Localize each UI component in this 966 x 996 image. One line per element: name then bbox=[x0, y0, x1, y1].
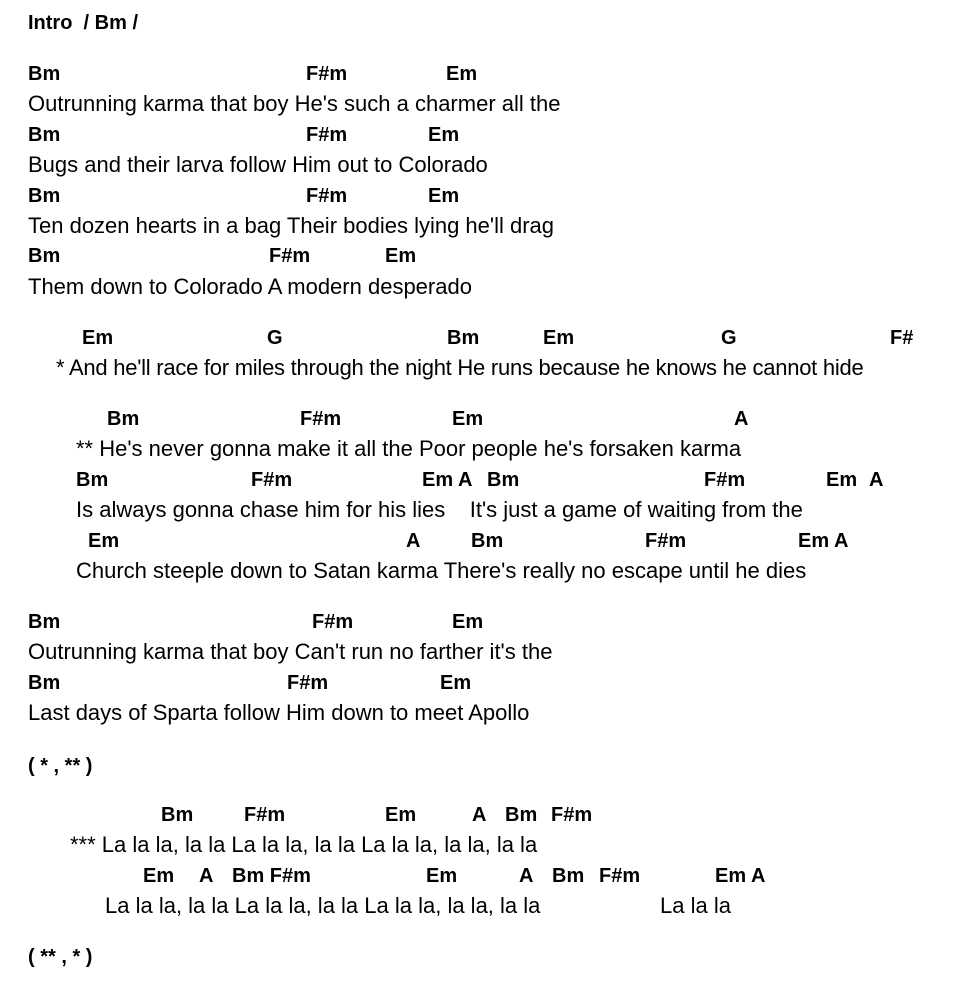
chord: Em bbox=[88, 530, 120, 552]
chord: Em bbox=[426, 865, 458, 887]
chord: F#m bbox=[251, 469, 293, 491]
chord: Em bbox=[452, 408, 484, 430]
lyric-line: La la la, la la La la la, la la La la la, la la, la la bbox=[105, 893, 541, 918]
chord: A bbox=[734, 408, 749, 430]
chord: A bbox=[869, 469, 884, 491]
chord: Bm bbox=[28, 185, 61, 207]
repeat-note: ( * , ** ) bbox=[28, 755, 93, 777]
chord: Em bbox=[543, 327, 575, 349]
lyric-line: ** He's never gonna make it all the Poor people he's forsaken karma bbox=[76, 436, 742, 461]
chord: F#m bbox=[269, 245, 311, 267]
chord: A bbox=[472, 804, 487, 826]
chord: Em bbox=[452, 611, 484, 633]
chord: F#m bbox=[287, 672, 329, 694]
chord: Bm bbox=[161, 804, 194, 826]
chord: Em A bbox=[798, 530, 849, 552]
lyric-line: Ten dozen hearts in a bag Their bodies lying he'll drag bbox=[28, 213, 555, 238]
chord: G bbox=[721, 327, 737, 349]
chord: G bbox=[267, 327, 283, 349]
lyric-line: Outrunning karma that boy Can't run no farther it's the bbox=[28, 639, 553, 664]
chord: Em A bbox=[422, 469, 473, 491]
chord: F#m bbox=[312, 611, 354, 633]
chord: F#m bbox=[300, 408, 342, 430]
chord: F#m bbox=[551, 804, 593, 826]
chord: Bm bbox=[28, 245, 61, 267]
chord: Bm bbox=[552, 865, 585, 887]
intro-label: Intro / Bm / bbox=[28, 12, 138, 34]
lyric-line: Is always gonna chase him for his lies It's just a game of waiting from the bbox=[76, 497, 803, 522]
lyric-line: Outrunning karma that boy He's such a charmer all the bbox=[28, 91, 561, 116]
lyric-line: * And he'll race for miles through the night He runs because he knows he cannot hide bbox=[56, 355, 864, 380]
chord: F#m bbox=[244, 804, 286, 826]
chord: Bm bbox=[487, 469, 520, 491]
lyric-line: *** La la la, la la La la la, la la La la la, la la, la la bbox=[70, 832, 538, 857]
chord: Bm bbox=[28, 611, 61, 633]
chord: Bm bbox=[471, 530, 504, 552]
chord: Em bbox=[143, 865, 175, 887]
chord: Bm bbox=[28, 672, 61, 694]
chord: Em bbox=[428, 185, 460, 207]
chord: A bbox=[406, 530, 421, 552]
lyric-line: Them down to Colorado A modern desperado bbox=[28, 274, 472, 299]
chord: Bm F#m bbox=[232, 865, 311, 887]
lyric-line: Last days of Sparta follow Him down to meet Apollo bbox=[28, 700, 530, 725]
chord: Bm bbox=[28, 63, 61, 85]
lyric-line: La la la bbox=[660, 893, 731, 918]
chord: F#m bbox=[599, 865, 641, 887]
chord: Bm bbox=[107, 408, 140, 430]
chord: F#m bbox=[306, 185, 348, 207]
chord: Bm bbox=[447, 327, 480, 349]
chord: Bm bbox=[28, 124, 61, 146]
chord: Em bbox=[82, 327, 114, 349]
chord: F# bbox=[890, 327, 914, 349]
chord: Em bbox=[428, 124, 460, 146]
chord: Em bbox=[385, 245, 417, 267]
chord: F#m bbox=[645, 530, 687, 552]
chord: Em bbox=[826, 469, 858, 491]
chord: F#m bbox=[306, 63, 348, 85]
chord: Em A bbox=[715, 865, 766, 887]
chord: F#m bbox=[704, 469, 746, 491]
chord: A bbox=[519, 865, 534, 887]
chord: Em bbox=[385, 804, 417, 826]
chord: F#m bbox=[306, 124, 348, 146]
chord: Em bbox=[440, 672, 472, 694]
lyric-line: Church steeple down to Satan karma There's really no escape until he dies bbox=[76, 558, 807, 583]
chord: Em bbox=[446, 63, 478, 85]
chord: Bm bbox=[76, 469, 109, 491]
lyric-line: Bugs and their larva follow Him out to Colorado bbox=[28, 152, 488, 177]
repeat-note: ( ** , * ) bbox=[28, 946, 93, 968]
chord: A bbox=[199, 865, 214, 887]
chord: Bm bbox=[505, 804, 538, 826]
